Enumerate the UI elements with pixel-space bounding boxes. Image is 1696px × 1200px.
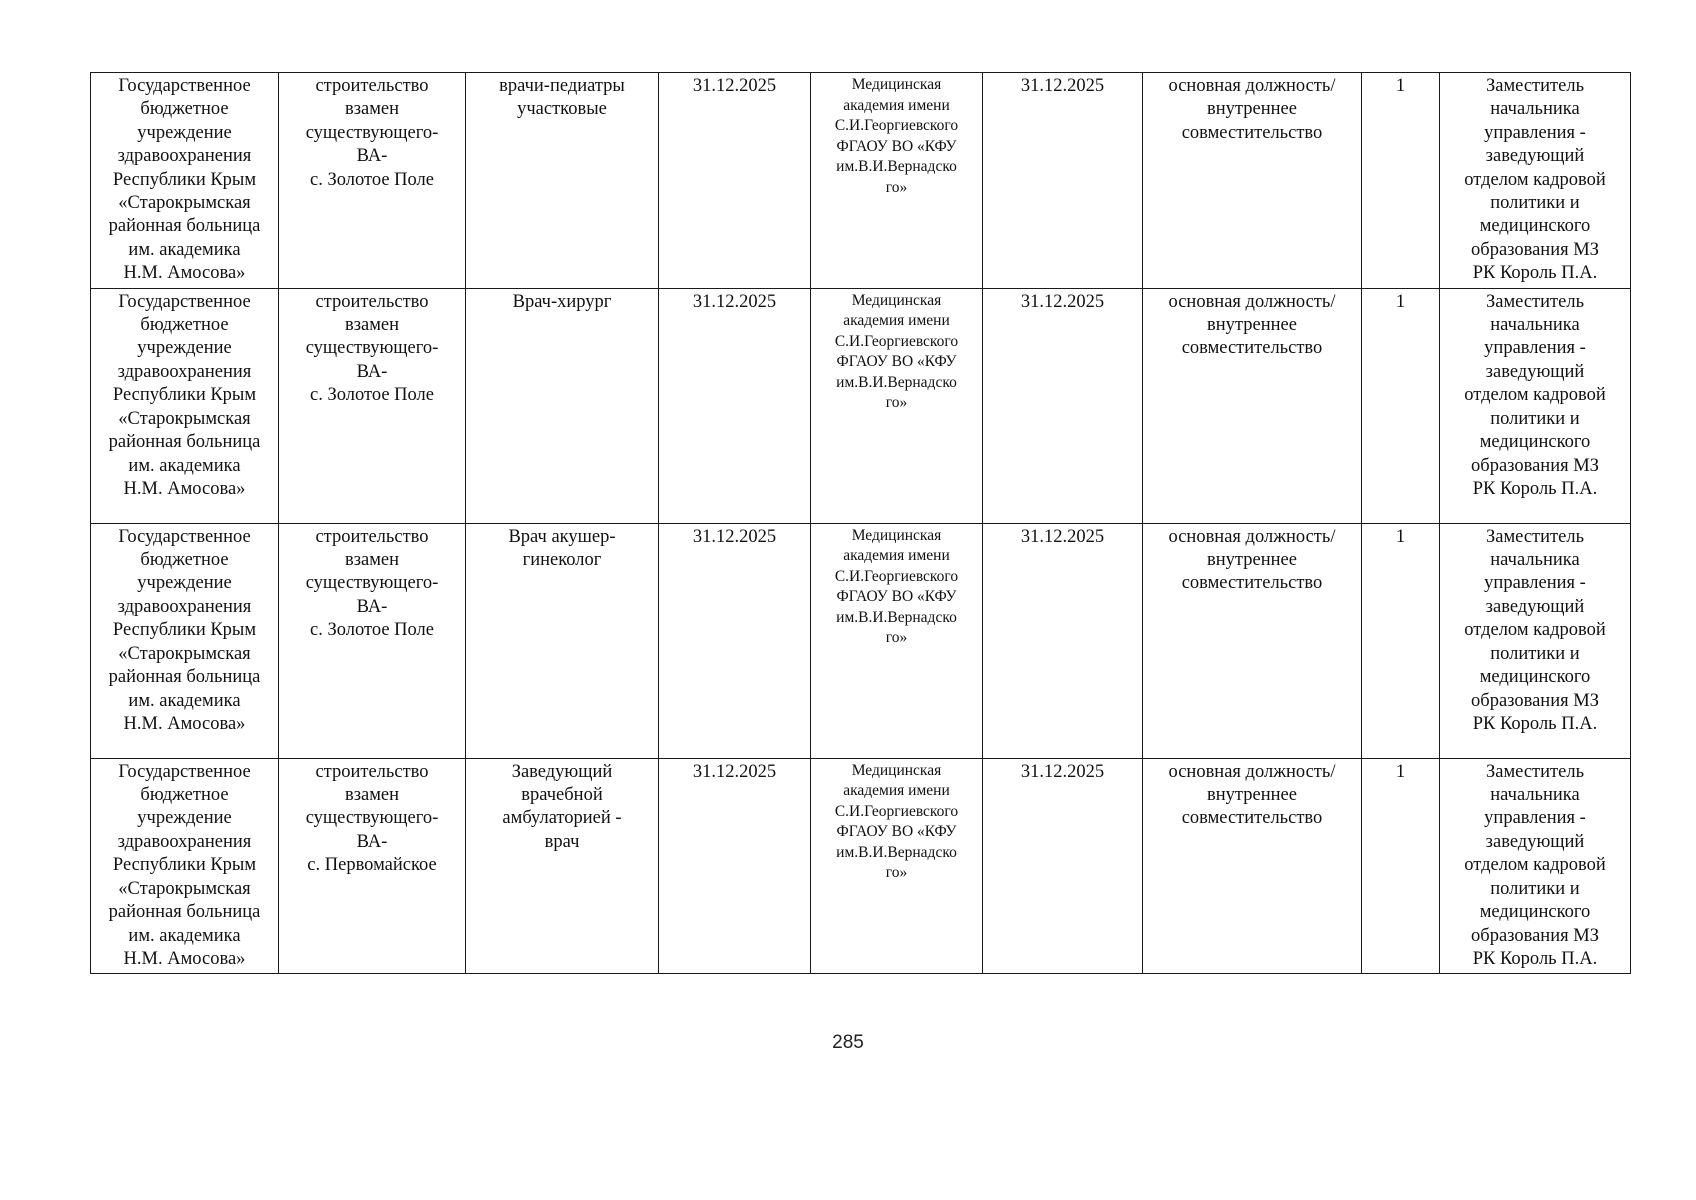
reason-text: строительство взамен существующего- ВА- с. Золотое Поле (305, 76, 439, 190)
responsible-cell (1440, 288, 1631, 523)
reason-cell (279, 288, 466, 523)
deadline-text: 31.12.2025 (1020, 291, 1105, 312)
count-cell (1362, 288, 1440, 523)
date-text: 31.12.2025 (692, 526, 777, 547)
reason-text: строительство взамен существующего- ВА- с. Первомайское (305, 761, 439, 876)
date-cell (659, 73, 811, 289)
position-cell (466, 288, 659, 523)
institution-cell (91, 523, 279, 758)
employment-text: основная должность/ внутреннее совместительство (1168, 526, 1336, 594)
table-row (91, 758, 1631, 974)
page-number: 285 (832, 1032, 864, 1053)
position-text: врачи-педиатры участковые (499, 76, 625, 120)
employment-cell (1143, 523, 1362, 758)
position-cell (466, 73, 659, 289)
academy-text: Медицинская академия имени С.И.Георгиевского ФГАОУ ВО «КФУ им.В.И.Вернадско го» (834, 291, 959, 412)
responsible-text: Заместитель начальника управления - заведующий отделом кадровой политики и медицинского образования МЗ РК Король П.А. (1464, 526, 1606, 734)
responsible-text: Заместитель начальника управления - заведующий отделом кадровой политики и медицинского образования МЗ РК Король П.А. (1464, 76, 1606, 284)
position-text: Заведующий врачебной амбулаторией - врач (502, 761, 622, 852)
institution-text: Государственное бюджетное учреждение здравоохранения Республики Крым «Старокрымская районная больница им. академика Н.М. Амосова» (108, 526, 261, 734)
responsible-cell (1440, 758, 1631, 974)
responsible-text: Заместитель начальника управления - заведующий отделом кадровой политики и медицинского образования МЗ РК Король П.А. (1464, 291, 1606, 499)
deadline-text: 31.12.2025 (1020, 526, 1105, 547)
deadline-cell (983, 523, 1143, 758)
position-cell (466, 758, 659, 974)
institution-text: Государственное бюджетное учреждение здравоохранения Республики Крым «Старокрымская районная больница им. академика Н.М. Амосова» (108, 291, 261, 499)
academy-cell (811, 523, 983, 758)
position-text: Врач акушер- гинеколог (508, 526, 616, 571)
count-text: 1 (1395, 761, 1406, 782)
responsible-text: Заместитель начальника управления - заведующий отделом кадровой политики и медицинского образования МЗ РК Король П.А. (1464, 761, 1606, 969)
academy-text: Медицинская академия имени С.И.Георгиевского ФГАОУ ВО «КФУ им.В.И.Вернадско го» (834, 76, 959, 196)
academy-text: Медицинская академия имени С.И.Георгиевского ФГАОУ ВО «КФУ им.В.И.Вернадско го» (834, 761, 959, 882)
date-text: 31.12.2025 (692, 761, 777, 782)
responsible-cell (1440, 523, 1631, 758)
deadline-text: 31.12.2025 (1020, 761, 1105, 782)
count-cell (1362, 73, 1440, 289)
date-cell (659, 288, 811, 523)
employment-text: основная должность/ внутреннее совместительство (1168, 291, 1336, 359)
count-cell (1362, 523, 1440, 758)
employment-cell (1143, 758, 1362, 974)
reason-cell (279, 73, 466, 289)
institution-cell (91, 758, 279, 974)
staffing-table (90, 72, 1631, 974)
reason-cell (279, 758, 466, 974)
academy-cell (811, 288, 983, 523)
employment-cell (1143, 288, 1362, 523)
employment-text: основная должность/ внутреннее совместительство (1168, 76, 1336, 143)
employment-text: основная должность/ внутреннее совместительство (1168, 761, 1336, 829)
date-cell (659, 758, 811, 974)
table-row (91, 73, 1631, 289)
academy-cell (811, 758, 983, 974)
deadline-text: 31.12.2025 (1020, 76, 1105, 96)
reason-cell (279, 523, 466, 758)
date-cell (659, 523, 811, 758)
deadline-cell (983, 758, 1143, 974)
table-row (91, 523, 1631, 758)
table-row (91, 288, 1631, 523)
institution-cell (91, 73, 279, 289)
position-text: Врач-хирург (512, 291, 612, 312)
count-cell (1362, 758, 1440, 974)
institution-text: Государственное бюджетное учреждение здравоохранения Республики Крым «Старокрымская районная больница им. академика Н.М. Амосова» (108, 76, 261, 284)
date-text: 31.12.2025 (692, 291, 777, 312)
position-cell (466, 523, 659, 758)
date-text: 31.12.2025 (692, 76, 777, 96)
deadline-cell (983, 73, 1143, 289)
count-text: 1 (1395, 291, 1406, 312)
academy-cell (811, 73, 983, 289)
deadline-cell (983, 288, 1143, 523)
count-text: 1 (1395, 76, 1406, 96)
responsible-cell (1440, 73, 1631, 289)
institution-text: Государственное бюджетное учреждение здравоохранения Республики Крым «Старокрымская районная больница им. академика Н.М. Амосова» (108, 761, 261, 969)
reason-text: строительство взамен существующего- ВА- с. Золотое Поле (305, 526, 439, 641)
count-text: 1 (1395, 526, 1406, 547)
employment-cell (1143, 73, 1362, 289)
academy-text: Медицинская академия имени С.И.Георгиевского ФГАОУ ВО «КФУ им.В.И.Вернадско го» (834, 526, 959, 647)
reason-text: строительство взамен существующего- ВА- с. Золотое Поле (305, 291, 439, 406)
institution-cell (91, 288, 279, 523)
